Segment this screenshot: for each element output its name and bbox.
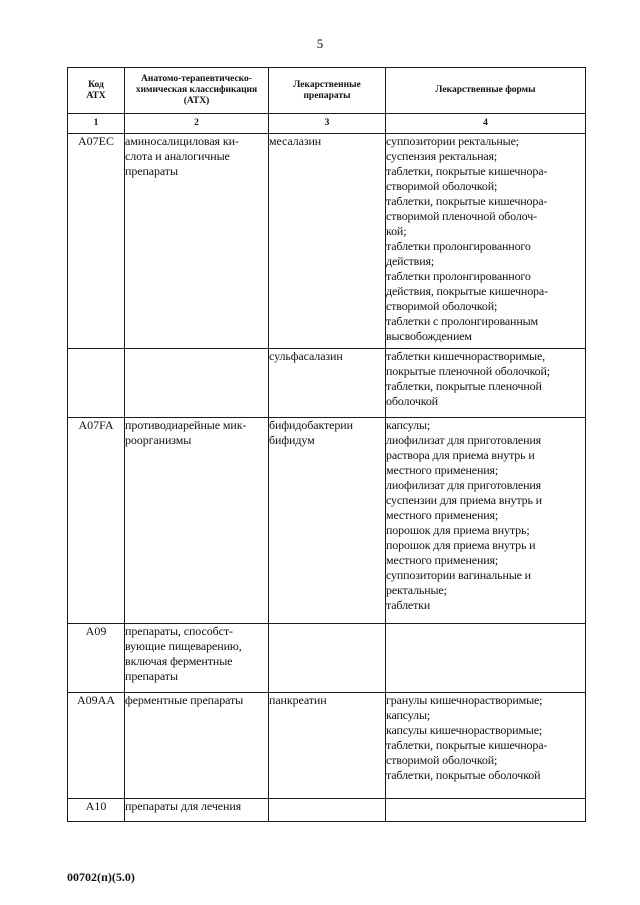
dosage-forms-cell: суппозитории ректальные; суспензия ректальная; таблетки, покрытые кишечнора- створимой оболочкой; таблетки, покрытые кишечнора- створимой пленочной оболоч- кой; таблетки пролонгированного действия; таблетки пролонгированного действия, покрытые кишечнора- створимой оболочкой; таблетки с пролонгированным высвобождением (386, 134, 586, 349)
atx-code-cell: A07EC (68, 134, 125, 349)
classification-cell: противодиарейные мик- роорганизмы (125, 418, 269, 624)
dosage-forms-cell (386, 624, 586, 693)
page-number: 5 (316, 36, 324, 51)
atx-code-cell: A09 (68, 624, 125, 693)
atx-code-cell (68, 349, 125, 418)
column-number: 2 (125, 114, 269, 134)
classification-cell: препараты для лечения (125, 799, 269, 822)
column-number: 3 (269, 114, 386, 134)
document-code-footer: 00702(п)(5.0) (67, 870, 135, 884)
dosage-forms-cell: таблетки кишечнорастворимые, покрытые пленочной оболочкой; таблетки, покрытые пленочной оболочкой (386, 349, 586, 418)
header-drugs: Лекарственные препараты (269, 68, 386, 114)
classification-cell: ферментные препараты (125, 693, 269, 799)
dosage-forms-cell (386, 799, 586, 822)
classification-cell (125, 349, 269, 418)
atx-code-cell: A07FA (68, 418, 125, 624)
column-number-row (68, 114, 586, 134)
drug-cell: сульфасалазин (269, 349, 386, 418)
table-row (68, 349, 586, 418)
header-dosage-forms: Лекарственные формы (386, 68, 586, 114)
atx-drug-table (67, 67, 586, 822)
drug-cell: месалазин (269, 134, 386, 349)
atx-code-cell: A09AA (68, 693, 125, 799)
header-atx-code: Код АТХ (68, 68, 125, 114)
column-number: 1 (68, 114, 125, 134)
header-atx-classification: Анатомо-терапевтическо- химическая классификация (АТХ) (125, 68, 269, 114)
dosage-forms-cell: гранулы кишечнорастворимые; капсулы; капсулы кишечнорастворимые; таблетки, покрытые кишечнора- створимой оболочкой; таблетки, покрытые оболочкой (386, 693, 586, 799)
table-row (68, 134, 586, 349)
drug-cell: панкреатин (269, 693, 386, 799)
table-row (68, 418, 586, 624)
classification-cell: препараты, способст- вующие пищеварению, включая ферментные препараты (125, 624, 269, 693)
atx-code-cell: A10 (68, 799, 125, 822)
table-row (68, 693, 586, 799)
table-header-row (68, 68, 586, 114)
drug-cell: бифидобактерии бифидум (269, 418, 386, 624)
dosage-forms-cell: капсулы; лиофилизат для приготовления раствора для приема внутрь и местного применения; лиофилизат для приготовления суспензии для приема внутрь и местного применения; порошок для приема внутрь; порошок для приема внутрь и местного применения; суппозитории вагинальные и ректальные; таблетки (386, 418, 586, 624)
table-row (68, 624, 586, 693)
drug-cell (269, 624, 386, 693)
table-row (68, 799, 586, 822)
column-number: 4 (386, 114, 586, 134)
drug-cell (269, 799, 386, 822)
classification-cell: аминосалициловая ки- слота и аналогичные препараты (125, 134, 269, 349)
